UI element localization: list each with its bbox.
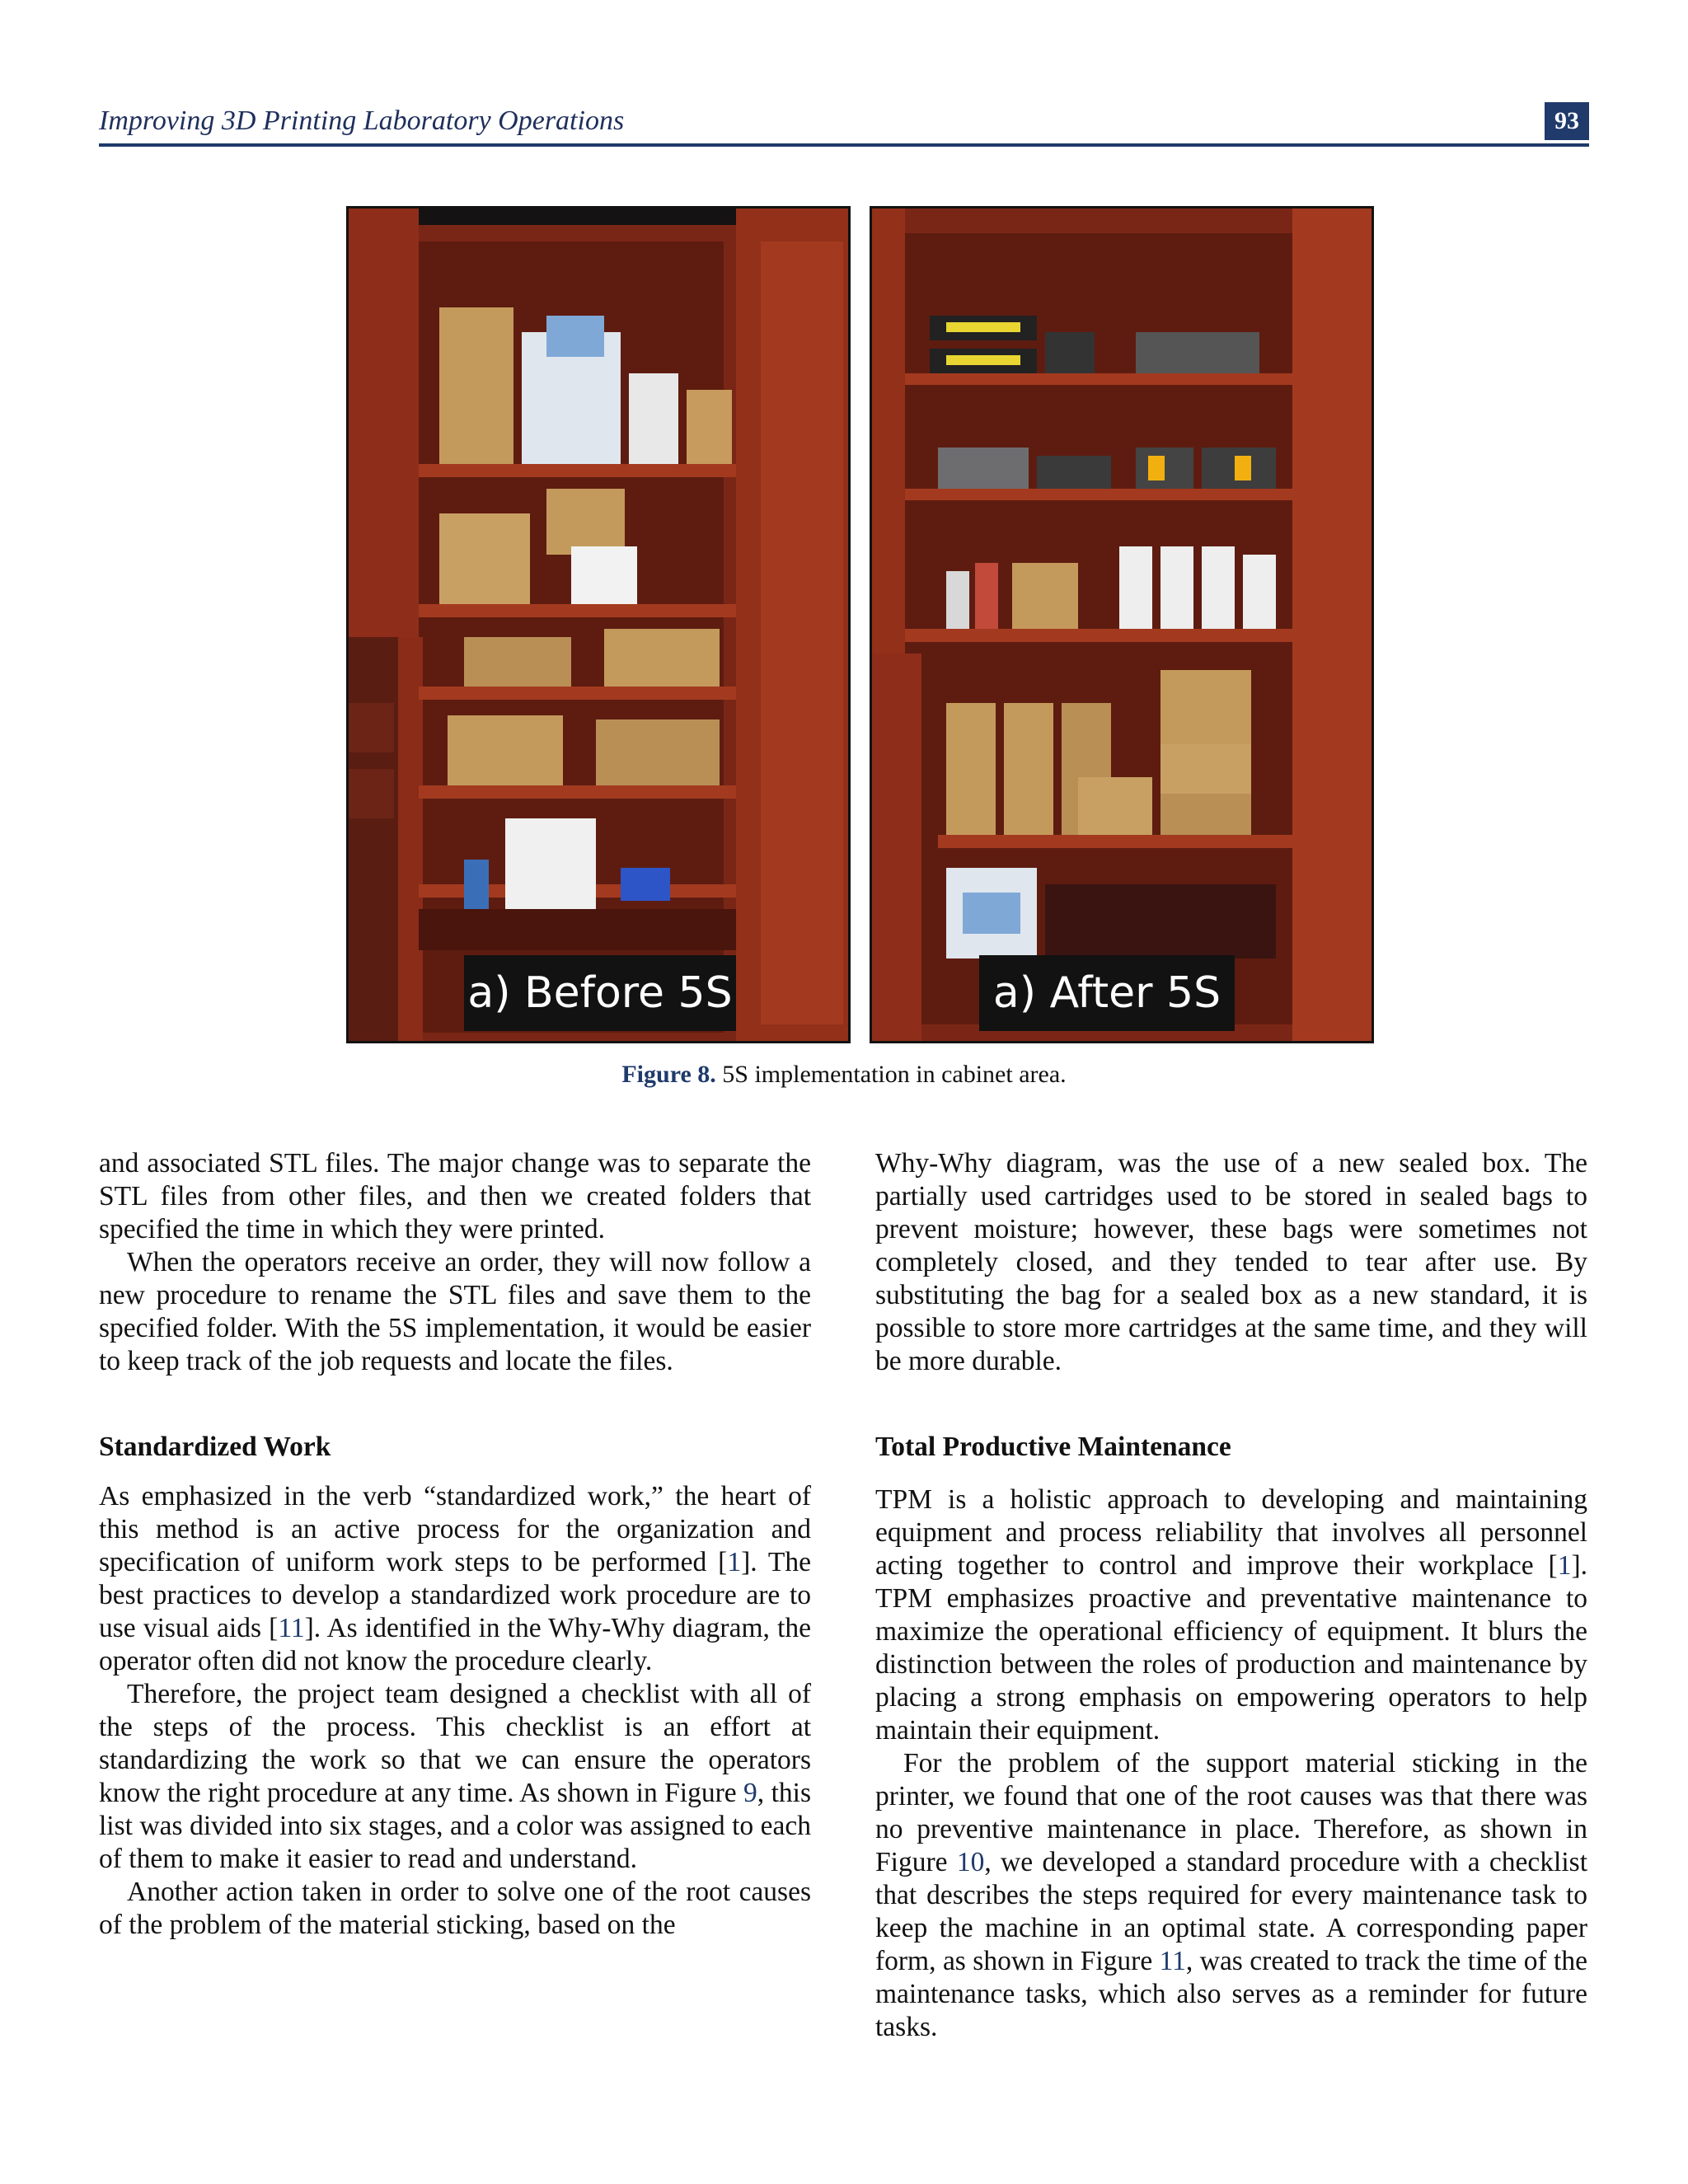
paragraph bbox=[99, 1678, 811, 1876]
text-run: ]. TPM emphasizes proactive and preventative maintenance to maximize the operational efficiency of equipment. It blurs the distinction between the roles of production and maintenance by placing a strong emphasis on empowering operators to help maintain their equipment. bbox=[875, 1550, 1587, 1746]
paragraph: and associated STL files. The major change was to separate the STL files from other files, and then we created folders that specified the time in which they were printed. bbox=[99, 1148, 811, 1244]
panel-label-after: a) After 5S bbox=[979, 955, 1235, 1031]
figure-link[interactable]: 9 bbox=[743, 1778, 757, 1808]
figure-link[interactable]: 11 bbox=[1159, 1946, 1186, 1976]
text-run: As emphasized in the verb “standardized work,” the heart of this method is an active process for the organization and specification of uniform work steps to be performed [ bbox=[99, 1481, 811, 1577]
running-title: Improving 3D Printing Laboratory Operations bbox=[99, 105, 625, 136]
figure-caption-label: Figure 8. bbox=[621, 1061, 716, 1088]
section-heading-tpm: Total Productive Maintenance bbox=[875, 1432, 1231, 1462]
panel-label-before: a) Before 5S bbox=[464, 955, 736, 1031]
section-heading-standardized-work: Standardized Work bbox=[99, 1432, 331, 1462]
running-header bbox=[99, 102, 1589, 147]
paragraph: Why-Why diagram, was the use of a new sealed box. The partially used cartridges used to be stored in sealed bags to prevent moisture; however, these bags were sometimes not completely closed, and they tended to tear after use. By substituting the bag for a sealed box as a new standard, it is possible to store more cartridges at the same time, and they will be more durable. bbox=[875, 1148, 1587, 1376]
figure-caption bbox=[0, 1061, 1688, 1089]
paragraph bbox=[875, 1747, 1587, 2044]
paragraph: Another action taken in order to solve one of the root causes of the problem of the material sticking, based on the bbox=[99, 1877, 811, 1940]
text-run: ]. The best practices to develop a standardized work procedure are to use visual aids [ bbox=[99, 1547, 811, 1643]
figure-caption-text: 5S implementation in cabinet area. bbox=[715, 1061, 1067, 1088]
left-column bbox=[99, 1147, 811, 1942]
page-number: 93 bbox=[1545, 102, 1589, 140]
paragraph bbox=[99, 1480, 811, 1678]
citation-link[interactable]: 11 bbox=[278, 1613, 305, 1643]
citation-link[interactable]: 1 bbox=[727, 1547, 742, 1577]
right-column bbox=[875, 1147, 1587, 2044]
cabinet-after-illustration bbox=[872, 209, 1372, 1041]
cabinet-before-illustration bbox=[349, 209, 848, 1041]
figure-link[interactable]: 10 bbox=[956, 1847, 985, 1877]
text-run: ]. As identified in the Why-Why diagram, the operator often did not know the procedure clearly. bbox=[99, 1613, 811, 1676]
paragraph bbox=[875, 1483, 1587, 1747]
text-run: , was created to track the time of the maintenance tasks, which also serves as a reminder for future tasks. bbox=[875, 1946, 1587, 2042]
text-run: , this list was divided into six stages, and a color was assigned to each of them to make it easier to read and understand. bbox=[99, 1778, 811, 1874]
text-run: , we developed a standard procedure with a checklist that describes the steps required for every maintenance task to keep the machine in an optimal state. A corresponding paper form, as shown in Figure bbox=[875, 1847, 1588, 1976]
citation-link[interactable]: 1 bbox=[1557, 1550, 1572, 1581]
text-run: For the problem of the support material sticking in the printer, we found that one of the root causes was that there was no preventive maintenance in place. Therefore, as shown in Figure bbox=[875, 1748, 1587, 1877]
paragraph: When the operators receive an order, they will now follow a new procedure to rename the STL files and save them to the specified folder. With the 5S implementation, it would be easier to keep track of the job requests and locate the files. bbox=[99, 1247, 811, 1376]
figure-photo-after bbox=[870, 206, 1374, 1043]
text-run: TPM is a holistic approach to developing and maintaining equipment and process reliability that involves all personnel acting together to control and improve their workplace [ bbox=[875, 1484, 1587, 1581]
figure-photo-before bbox=[346, 206, 851, 1043]
text-run: Therefore, the project team designed a checklist with all of the steps of the process. This checklist is an effort at standardizing the work so that we can ensure the operators know the right procedure at any time. As shown in Figure bbox=[99, 1679, 811, 1808]
